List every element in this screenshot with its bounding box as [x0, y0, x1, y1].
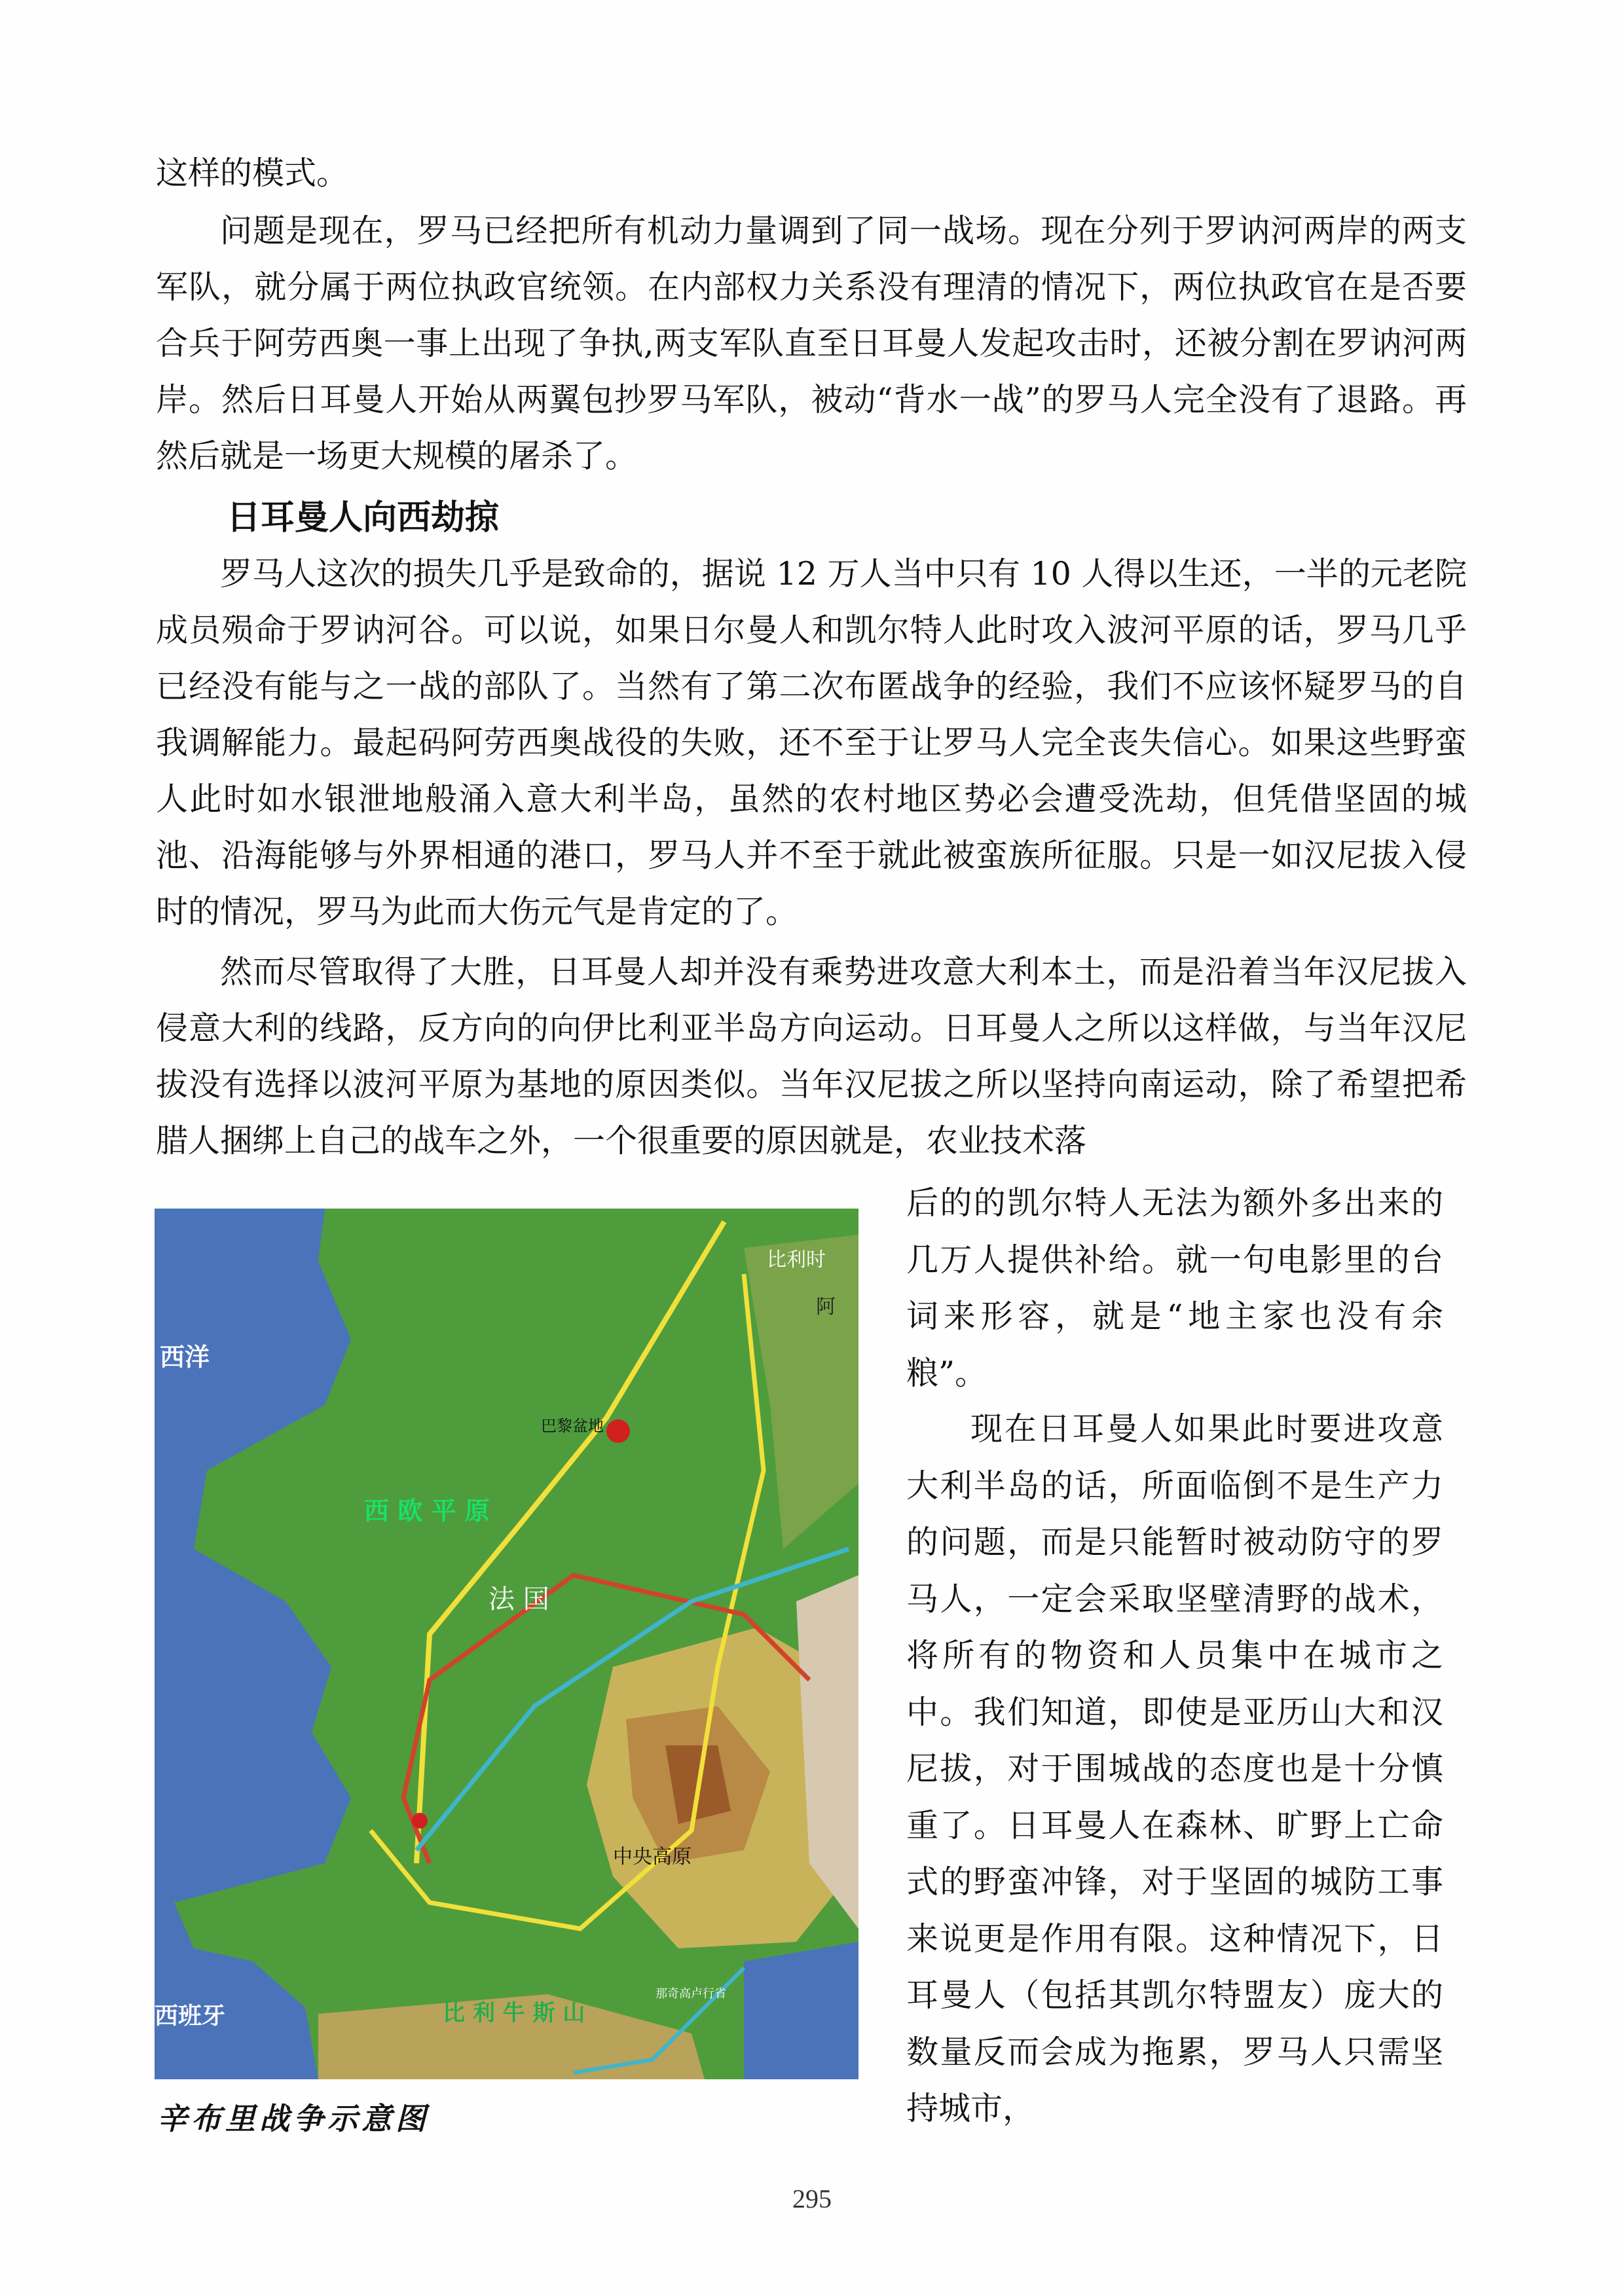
label-spain: 西班牙: [155, 2003, 226, 2030]
map-image: [155, 1209, 858, 2079]
city-marker-west: [412, 1813, 428, 1829]
paragraph-6: 现在日耳曼人如果此时要进攻意大利半岛的话，所面临倒不是生产力的问题，而是只能暂时被动防守的罗马人，一定会采取坚壁清野的战术，将所有的物资和人员集中在城市之中。我们知道，即使是亚历山大和汉尼拔，对于围城战的态度也是十分慎重了。日耳曼人在森林、旷野上亡命式的野蛮冲锋，对于坚固的城防工事来说更是作用有限。这种情况下，日耳曼人（包括其凯尔特盟友）庞大的数量反而会成为拖累，罗马人只需坚持城市，: [906, 1410, 1443, 2127]
paris-marker: [606, 1419, 630, 1443]
paragraph-1: 这样的模式。: [156, 155, 349, 192]
label-atlantic: 西洋: [160, 1343, 210, 1372]
paragraph-2: 问题是现在，罗马已经把所有机动力量调到了同一战场。现在分列于罗讷河两岸的两支军队，就分属于两位执政官统领。在内部权力关系没有理清的情况下，两位执政官在是否要合兵于阿劳西奥一事上出现了争执,两支军队直至日耳曼人发起攻击时，还被分割在罗讷河两岸。然后日耳曼人开始从两翼包抄罗马军队，被动“背水一战”的罗马人完全没有了退路。再然后就是一场更大规模的屠杀了。: [156, 212, 1467, 475]
section-heading: 日耳曼人向西劫掠: [227, 498, 500, 538]
page-number: 295: [792, 2184, 832, 2214]
paragraph-4: 然而尽管取得了大胜，日耳曼人却并没有乘势进攻意大利本土，而是沿着当年汉尼拔入侵意大利的线路，反方向的向伊比利亚半岛方向运动。日耳曼人之所以这样做，与当年汉尼拔没有选择以波河平原为基地的原因类似。当年汉尼拔之所以坚持向南运动，除了希望把希腊人捆绑上自己的战车之外，一个很重要的原因就是，农业技术落: [156, 953, 1467, 1159]
label-france: 法 国: [489, 1584, 549, 1614]
paragraph-5: 后的的凯尔特人无法为额外多出来的几万人提供补给。就一句电影里的台词来形容，就是“地主家也没有余粮”。: [906, 1184, 1443, 1392]
paragraph-3: 罗马人这次的损失几乎是致命的，据说 12 万人当中只有 10 人得以生还，一半的元老院成员殒命于罗讷河谷。可以说，如果日尔曼人和凯尔特人此时攻入波河平原的话，罗马几乎已经没有能与之一战的部队了。当然有了第二次布匿战争的经验，我们不应该怀疑罗马的自我调解能力。最起码阿劳西奥战役的失败，还不至于让罗马人完全丧失信心。如果这些野蛮人此时如水银泄地般涌入意大利半岛，虽然的农村地区势必会遭受洗劫，但凭借坚固的城池、沿海能够与外界相通的港口，罗马人并不至于就此被蛮族所征服。只是一如汉尼拔入侵时的情况，罗马为此而大伤元气是肯定的了。: [156, 555, 1467, 930]
label-ardennes: 阿: [816, 1296, 836, 1319]
map-caption: 辛布里战争示意图: [157, 2101, 430, 2136]
label-pyrenees: 比 利 牛 斯 山: [443, 2000, 585, 2026]
label-legend: 那奇高卢行省: [655, 1987, 726, 2001]
label-belgium: 比利时: [767, 1248, 826, 1271]
cimbrian-war-map: [155, 1209, 858, 2079]
mediterranean-area: [744, 1942, 858, 2079]
label-west-europe-plain: 西 欧 平 原: [364, 1497, 490, 1525]
label-central-massif: 中央高原: [613, 1846, 692, 1868]
label-paris-basin: 巴黎盆地: [541, 1417, 604, 1435]
